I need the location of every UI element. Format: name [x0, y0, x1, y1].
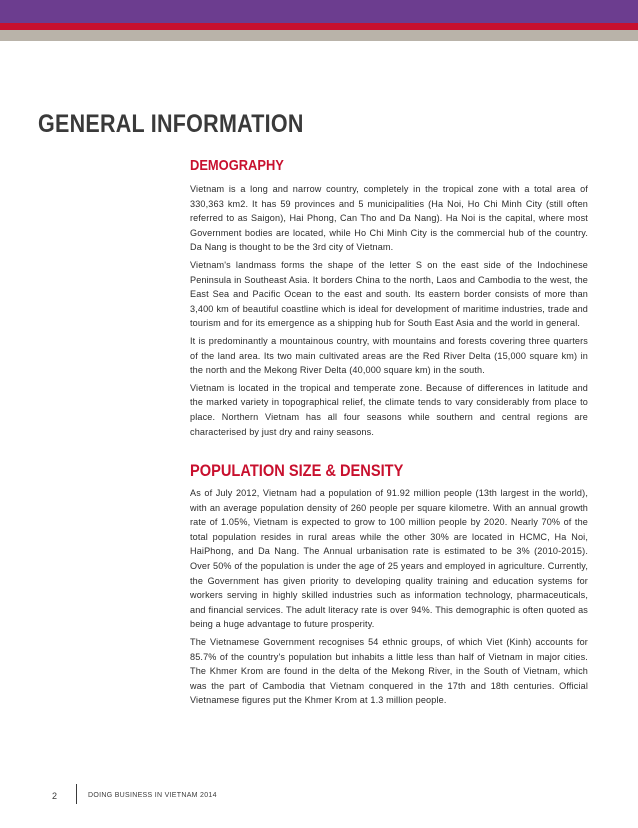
population-paragraph: As of July 2012, Vietnam had a population of 91.92 million people (13th largest in the world), with an average population density of 260 people per square kilometre. With an annual growth rate of 1.05%, Vietnam is expected to grow to 100 million people by 2020. Nearly 70% of the total population resides in rural areas while the other 30% are located in HCMC, Ha Noi, HaiPhong, and Da Nang. The Annual urbanisation rate is estimated to be 3% (2010-2015). Over 50% of the population is under the age of 25 years and employed in agriculture. Currently, the Government has given priority to developing quality training and education systems for workers serving in highly skilled industries such as information technology, pharmaceuticals, and financial services. The adult literacy rate is over 94%. This demographic is often quoted as being a huge advantage to future prosperity. [190, 488, 588, 630]
page-number: 2 [52, 791, 58, 801]
demography-paragraph: It is predominantly a mountainous country, with mountains and forests covering three quarters of the land area. Its two main cultivated areas are the Red River Delta (15,000 square km) in the north and the Mekong River Delta (40,000 square km) in the south. [190, 335, 588, 376]
header-band-purple [0, 0, 638, 23]
footer-publication-title: DOING BUSINESS IN VIETNAM 2014 [88, 792, 217, 799]
demography-paragraph: Vietnam is located in the tropical and temperate zone. Because of differences in latitude and the marked variety in topographical relief, the climate tends to vary considerably from place to place. Northern Vietnam has all four seasons while southern and central regions are characterised by just dry and rainy seasons. [190, 382, 588, 437]
header-band-grey [0, 30, 638, 41]
population-paragraph: The Vietnamese Government recognises 54 ethnic groups, of which Viet (Kinh) accounts for 85.7% of the country's population but inhabits a little less than half of Vietnam in major cities. The Khmer Krom are found in the delta of the Mekong River, in the South of Vietnam, which was the part of Cambodia that Vietnam conquered in the 17th and 18th centuries. Official Vietnamese figures put the Khmer Krom at 1.3 million people. [190, 637, 588, 706]
footer-divider [76, 784, 77, 804]
header-band-red [0, 23, 638, 30]
main-content [190, 157, 588, 711]
demography-paragraph: Vietnam is a long and narrow country, completely in the tropical zone with a total area of 330,363 km2. It has 59 provinces and 5 municipalities (Ha Noi, Ho Chi Minh City (still often referred to as Saigon), Hai Phong, Can Tho and Da Nang). Ha Noi is the capital, where most Government bodies are located, while Ho Chi Minh City is the commercial hub of the country. Da Nang is thought to be the 3rd city of Vietnam. [190, 184, 588, 253]
section-heading-population: POPULATION SIZE & DENSITY [190, 461, 404, 481]
page-title: GENERAL INFORMATION [38, 109, 304, 138]
demography-paragraph: Vietnam's landmass forms the shape of the letter S on the east side of the Indochinese Peninsula in Southeast Asia. It borders China to the north, Laos and Cambodia to the west, the East Sea and Pacific Ocean to the east and south. Its eastern border consists of more than 3,400 km of beautiful coastline which is ideal for development of maritime industries, trade and tourism and for its emergence as a shipping hub for South East Asia and the world in general. [190, 259, 588, 329]
section-heading-demography: DEMOGRAPHY [190, 157, 284, 174]
